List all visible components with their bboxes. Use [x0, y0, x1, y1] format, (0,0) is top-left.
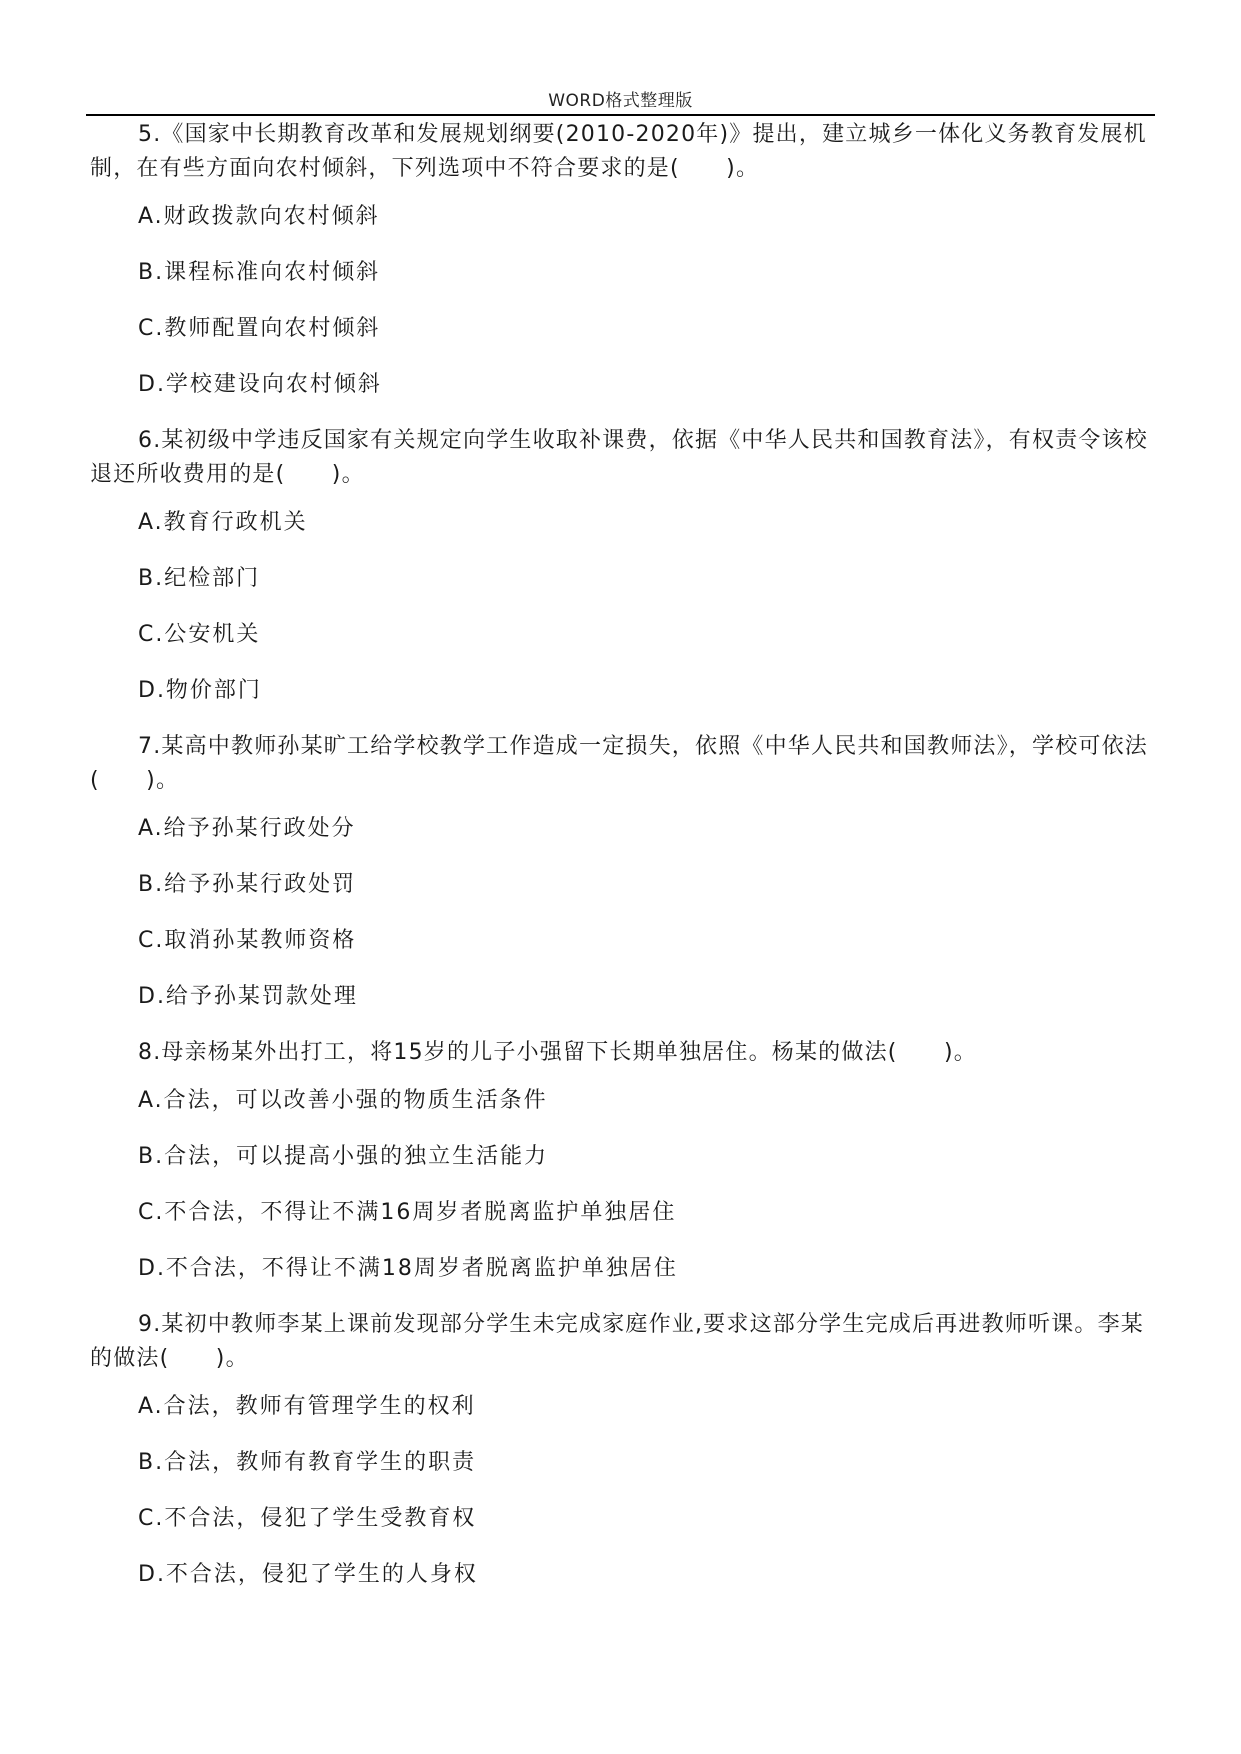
question-7 [90, 730, 1152, 1014]
question-6 [90, 424, 1152, 708]
option-c: C.不合法，侵犯了学生受教育权 [138, 1506, 477, 1531]
header-divider [86, 114, 1155, 116]
option-d: D.物价部门 [138, 678, 262, 703]
option-d: D.不合法，侵犯了学生的人身权 [138, 1562, 478, 1587]
option-b: B.纪检部门 [138, 566, 261, 591]
option-d: D.学校建设向农村倾斜 [138, 372, 382, 397]
question-9 [90, 1308, 1152, 1592]
question-list [90, 118, 1152, 1614]
question-stem: 6.某初级中学违反国家有关规定向学生收取补课费，依据《中华人民共和国教育法》，有权责令该校退还所收费用的是( )。 [90, 428, 1148, 487]
option-b: B.给予孙某行政处罚 [138, 872, 357, 897]
option-c: C.取消孙某教师资格 [138, 928, 357, 953]
option-a: A.合法，教师有管理学生的权利 [138, 1394, 476, 1419]
question-stem: 7.某高中教师孙某旷工给学校教学工作造成一定损失，依照《中华人民共和国教师法》，学校可依法( )。 [90, 734, 1148, 793]
option-d: D.给予孙某罚款处理 [138, 984, 358, 1009]
option-b: B.合法，教师有教育学生的职责 [138, 1450, 477, 1475]
option-a: A.财政拨款向农村倾斜 [138, 204, 380, 229]
question-5 [90, 118, 1152, 402]
question-stem: 9.某初中教师李某上课前发现部分学生未完成家庭作业,要求这部分学生完成后再进教师听课。李某的做法( )。 [90, 1312, 1144, 1371]
option-b: B.合法，可以提高小强的独立生活能力 [138, 1144, 549, 1169]
option-a: A.给予孙某行政处分 [138, 816, 356, 841]
option-b: B.课程标准向农村倾斜 [138, 260, 381, 285]
option-a: A.合法，可以改善小强的物质生活条件 [138, 1088, 548, 1113]
question-stem: 5.《国家中长期教育改革和发展规划纲要(2010-2020年)》提出，建立城乡一体化义务教育发展机制，在有些方面向农村倾斜，下列选项中不符合要求的是( )。 [90, 122, 1147, 181]
option-d: D.不合法，不得让不满18周岁者脱离监护单独居住 [138, 1256, 678, 1281]
option-c: C.教师配置向农村倾斜 [138, 316, 381, 341]
question-8 [90, 1036, 1152, 1286]
page-header: WORD格式整理版 [548, 91, 693, 111]
option-c: C.公安机关 [138, 622, 261, 647]
question-stem: 8.母亲杨某外出打工，将15岁的儿子小强留下长期单独居住。杨某的做法( )。 [138, 1040, 977, 1065]
option-c: C.不合法，不得让不满16周岁者脱离监护单独居住 [138, 1200, 677, 1225]
option-a: A.教育行政机关 [138, 510, 308, 535]
